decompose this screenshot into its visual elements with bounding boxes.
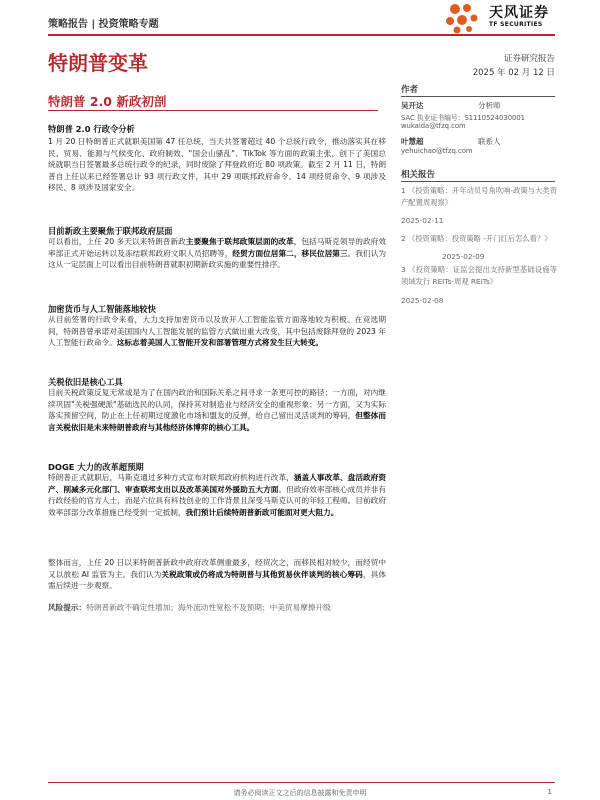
section-title: DOGE 大力的改革超预期 [48, 462, 144, 472]
related-report-item[interactable]: 3 《投资策略：证监会提出支持新型基础设施等领域发行 REITs-周观 REITs》 [401, 265, 557, 287]
section-paragraph: 1 月 20 日特朗普正式就职美国第 47 任总统，当天共签署超过 40 个总统行政令，推动落实其在移民、贸易、能源与气候变化、政府制效、"国会山骚乱"、TikTok 等方面的政策主张，创下了美国总统就职当日签署最多总统行政令的纪录，同时废除了拜登政府近 80 项政策。截至 2 月 11 日，特朗普自上任以来已经签署总计 93 项行政文件，其中 29 项联邦政府命令、14 项经贸命令、9 项涉及移民、8 项涉及国家安全。 [48, 137, 386, 193]
conclusion-paragraph: 整体而言，上任 20 日以来特朗普新政中政府改革侧重最多，经贸次之，而移民相对较少，而经贸中又以放松 AI 监管为主。我们认为关税政策或仍将成为特朗普与其他贸易伙伴谈判的核心筹码，具体需后续进一步观察。 [48, 558, 387, 591]
page-title: 特朗普变革 [48, 51, 148, 75]
author-email[interactable]: wukaida@tfzq.com [401, 122, 466, 130]
footer-disclaimer: 请务必阅读正文之后的信息披露和免责申明 [233, 789, 367, 797]
section-title: 特朗普 2.0 行政令分析 [48, 124, 135, 134]
authors-heading: 作者 [401, 85, 419, 95]
report-category: 策略报告 | 投资策略专题 [48, 19, 159, 30]
related-report-date: 2025-02-09 [442, 252, 485, 261]
company-logo [443, 2, 563, 34]
logo-text-cn: 天风证券 [489, 5, 549, 21]
section-paragraph: 从目前签署的行政令来看，大力支持加密货币以及放开人工智能监管方面落地较为积极。在竞选期间，特朗普曾承诺对美国国内人工智能发展的监管方式做出重大改变，其中包括废除拜登的 2023 年人工智能行政命令。这标志着美国人工智能开发和部署管理方式将发生巨大转变。 [48, 315, 386, 348]
section-title: 加密货币与人工智能落地较快 [48, 304, 156, 314]
related-divider [401, 181, 555, 182]
author-cert: SAC 执业证书编号：S1110524030001 [401, 114, 525, 122]
author-name: 吴开达 [401, 101, 424, 110]
logo-text-en: TF SECURITIES [489, 21, 543, 28]
related-report-item[interactable]: 1 《投资策略：开年动员号角吹响-政策与大类资产配置周观察》 [401, 186, 557, 208]
header-divider [48, 34, 555, 36]
related-report-item[interactable]: 2 《投资策略：投资策略 -开门红后怎么看？》 [401, 234, 552, 243]
author-email[interactable]: yehuichao@tfzq.com [401, 147, 473, 155]
section-title: 关税依旧是核心工具 [48, 377, 123, 387]
page-number: 1 [547, 788, 552, 796]
related-report-date: 2025-02-08 [401, 296, 444, 305]
page-subtitle: 特朗普 2.0 新政初剖 [48, 94, 167, 109]
author-role: 联系人 [478, 137, 501, 146]
related-reports-heading: 相关报告 [401, 170, 436, 180]
section-title: 目前新政主要聚焦于联邦政府层面 [48, 226, 173, 236]
authors-divider [401, 96, 555, 97]
logo-mark-icon [443, 2, 483, 34]
author-name: 叶慧超 [401, 137, 424, 146]
section-paragraph: 目前关税政策反复无常或是为了在国内政治和国际关系之间寻求一条更可控的路径；一方面，对内继续巩固"关税强硬派"基础选民的认同，保持其对制造业与经济安全的重视形象；另一方面，又为实际落实预留空间，防止在上任初期过度激化市场和盟友的反弹，给自己留出灵活谈判的筹码，但整体而言关税依旧是未来特朗普政府与其他经济体博弈的核心工具。 [48, 388, 387, 432]
related-report-date: 2025-02-11 [401, 216, 444, 225]
subtitle-divider [48, 110, 378, 111]
footer-divider [48, 782, 555, 783]
report-date: 2025 年 02 月 12 日 [472, 68, 555, 78]
section-paragraph: 特朗普正式就职后，马斯克通过多种方式宣布对联邦政府机构进行改革，涵盖人事改革、盘活政府资产、削减多元化部门、审查联邦支出以及改革美国对外援助五大方面。但政府效率部核心成员并非有行政经验的官方人士，而是六位具有科技创业的工作背景且深受马斯克认可的年轻工程师。目前政府效率部部分改革措施已经受到一定抵制，我们预计后续特朗普新政可能面对更大阻力。 [48, 473, 387, 517]
author-role: 分析师 [478, 101, 501, 110]
risk-warning: 风险提示：特朗普新政不确定性增加；海外流动性宽松不及预期；中美贸易摩擦升级 [48, 603, 331, 612]
report-type: 证券研究报告 [503, 54, 555, 64]
section-paragraph: 可以看出，上任 20 多天以来特朗普新政主要聚焦于联邦政策层面的改革，包括马斯克领导的政府效率部正式开始运转以及冻结联邦政府文职人员招聘等，经贸方面位居第二，移民位居第三。我们认为这从一定层面上可以看出目前特朗普就职初期新政实施的重要性排序。 [48, 237, 387, 270]
